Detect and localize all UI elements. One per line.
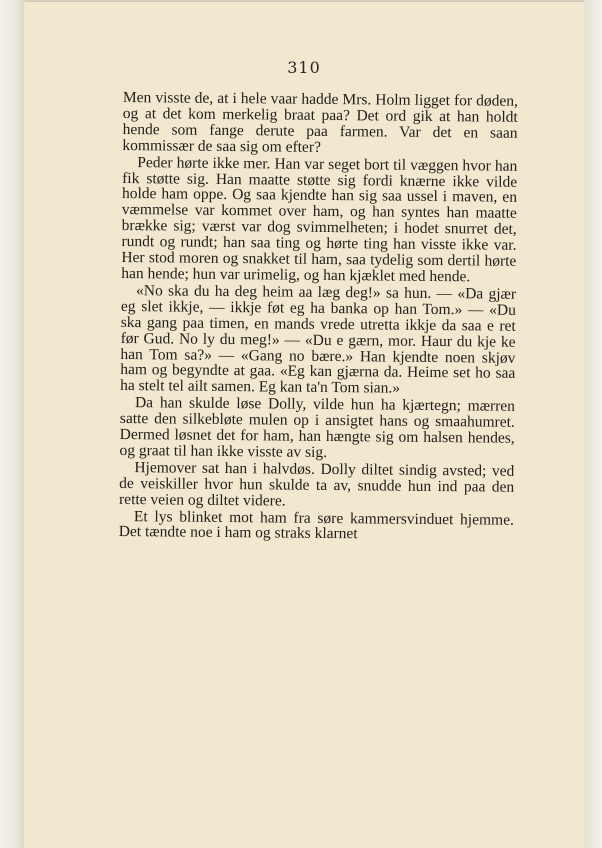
paragraph-1: Men visste de, at i hele vaar hadde Mrs. Holm ligget for døden, og at det kom merkelig braat paa? Det ord gik at han holdt hende som fange derute paa farmen. Var det en saan kommissær de saa sig om efter?	[122, 89, 518, 156]
page-number: 310	[287, 58, 321, 77]
paragraph-4: Da han skulde løse Dolly, vilde hun ha kjærtegn; mærren satte den silkebløte mulen op i ansigtet hans og smaahumret. Dermed løsnet det for ham, han hængte sig om halsen hendes, og graat til han ikke visste av sig.	[119, 394, 516, 461]
paragraph-3: «No ska du ha deg heim aa læg deg!» sa hun. — «Da gjær eg slet ikkje, — ikkje føt eg ha banka op han Tom.» — «Du ska gang paa timen, en mands vrede utretta ikkje da saa e ret før Gud. No ly du meg!» — «Du e gærn, mor. Haur du kje ke han Tom sa?» — «Gang no bære.» Han kjendte noen skjøv ham og begyndte at gaa. «Eg kan gjærna da. Heime set ho saa ha stelt tel ailt samen. Eg kan ta'n Tom sian.»	[120, 282, 517, 397]
scan-margin-left	[0, 0, 26, 848]
body-text	[119, 90, 518, 544]
paragraph-2: Peder hørte ikke mer. Han var seget bort til væggen hvor han fik støtte sig. Han maatte støtte sig fordi knærne ikke vilde holde ham oppe. Og saa kjendte han sig saa ussel i maven, en væmmelse var kommet over ham, og han syntes han maatte brække sig; værst var dog svimmelheten; i hodet snurret det, rundt og rundt; han saa ting og hørte ting han visste ikke var. Her stod moren og snakket til ham, saa tydelig som dertil hørte han hende; hun var urimelig, og han kjæklet med hende.	[121, 153, 518, 286]
paragraph-6: Et lys blinket mot ham fra søre kammersvinduet hjemme. Det tændte noe i ham og straks klarnet	[118, 507, 514, 543]
paragraph-5: Hjemover sat han i halvdøs. Dolly diltet sindig avsted; ved de veiskiller hvor hun skulde ta av, snudde hun ind paa den rette veien og diltet videre.	[118, 458, 515, 510]
scan-margin-right	[584, 0, 602, 848]
book-page	[24, 2, 584, 848]
